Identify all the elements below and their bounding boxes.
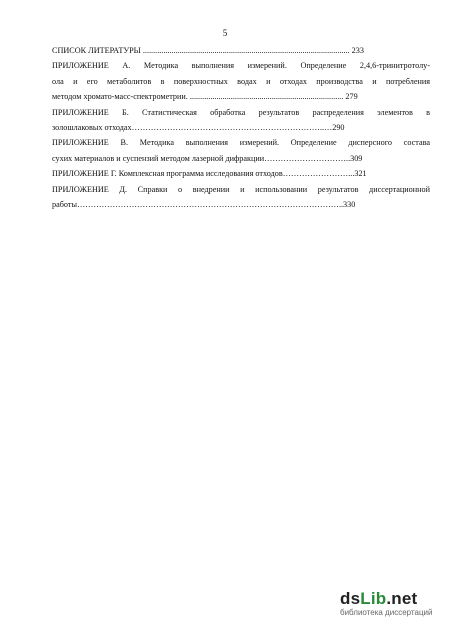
logo-net: .net (386, 589, 418, 608)
toc-line: методом хромато-масс-спектрометрии. ........................................................................... 279 (52, 92, 358, 102)
toc-line: сухих материалов и суспензий методом лазерной дифракции…………………………..309 (52, 153, 363, 163)
watermark-logo (340, 590, 440, 608)
toc-line: золошлаковых отходах……………………………………………………………..…290 (52, 122, 345, 132)
logo-lib: Lib (360, 589, 387, 608)
page-number: 5 (222, 28, 228, 38)
toc-line: ПРИЛОЖЕНИЕ Б. Статистическая обработка результатов распределения элементов в (52, 107, 430, 117)
toc-line: ПРИЛОЖЕНИЕ В. Методика выполнения измерений. Определение дисперсного состава (52, 138, 430, 148)
toc-line: ола и его метаболитов в поверхностных водах и отходах производства и потребления (52, 76, 430, 86)
table-of-contents (52, 43, 430, 212)
toc-line: СПИСОК ЛИТЕРАТУРЫ ..................................................................................................... 233 (52, 46, 364, 55)
watermark-subtitle: библиотека диссертаций (340, 608, 433, 617)
toc-line: ПРИЛОЖЕНИЕ А. Методика выполнения измерений. Определение 2,4,6-тринитротолу- (52, 61, 430, 71)
toc-line: ПРИЛОЖЕНИЕ Д. Справки о внедрении и использовании результатов диссертационной (52, 184, 430, 194)
logo-ds: ds (340, 589, 361, 608)
watermark (340, 590, 440, 618)
toc-line: ПРИЛОЖЕНИЕ Г. Комплексная программа исследования отходов……………………...321 (52, 169, 367, 179)
toc-line: работы……………………………………………………………………………………..330 (52, 199, 356, 209)
